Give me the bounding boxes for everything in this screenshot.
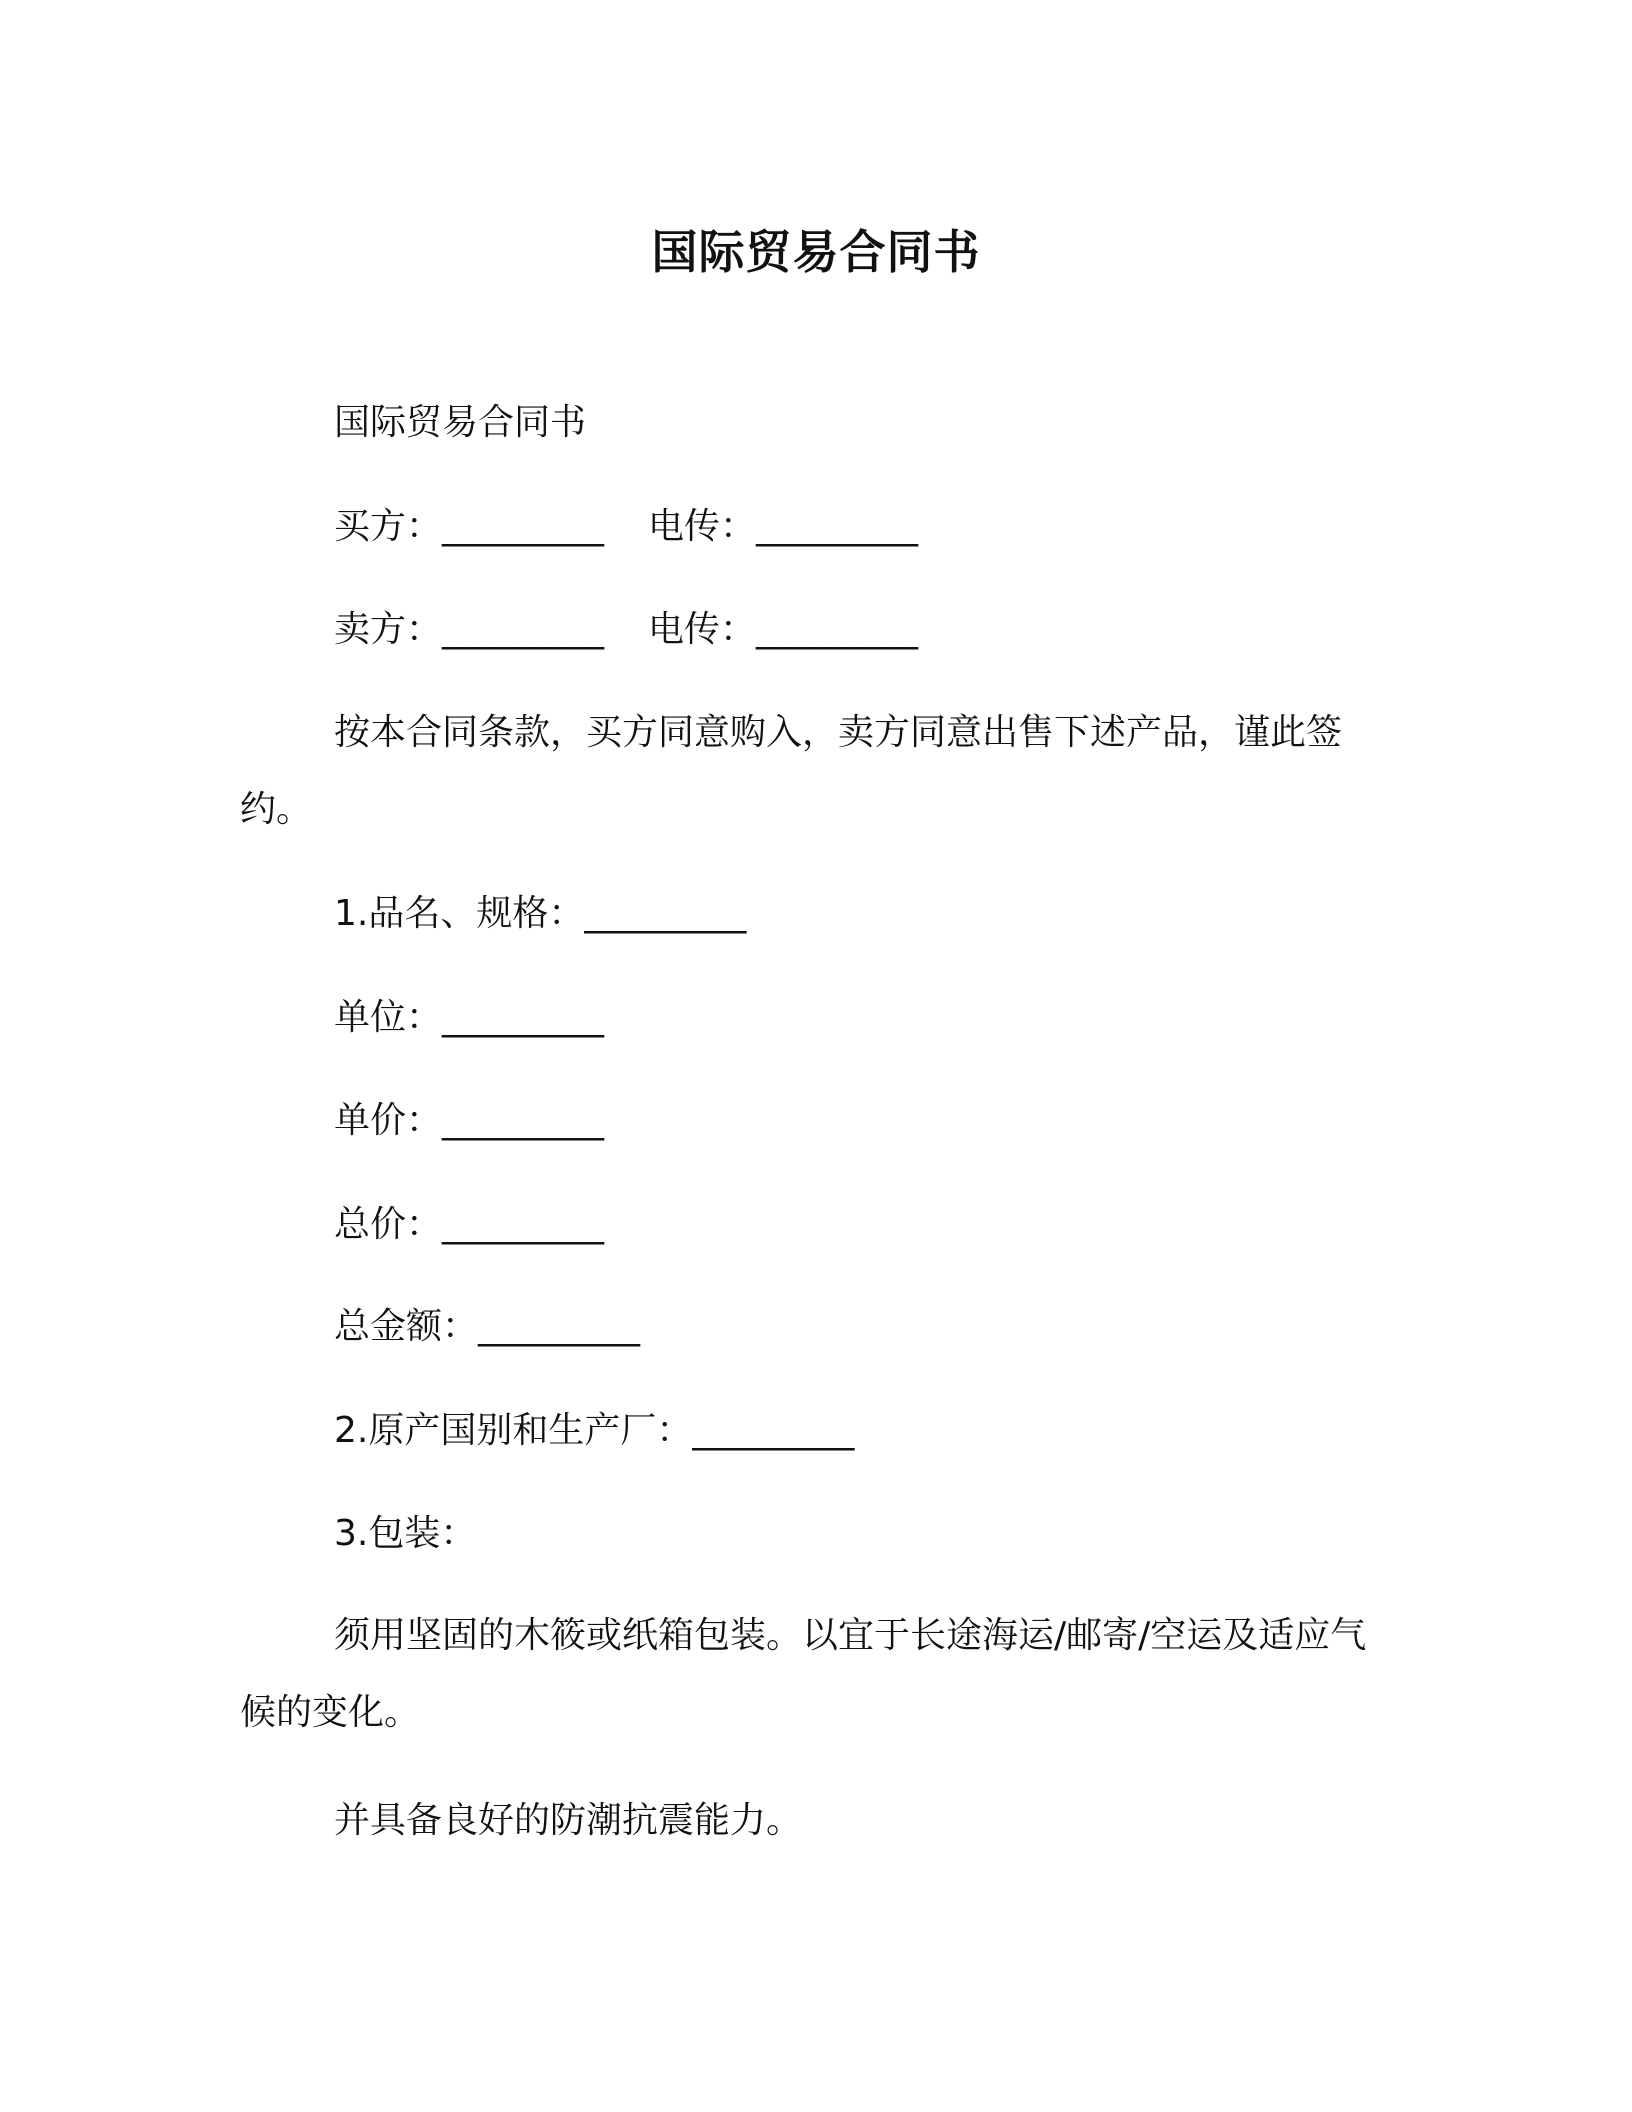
preamble-paragraph: 按本合同条款，买方同意购入，卖方同意出售下述产品，谨此签约。 xyxy=(240,712,1343,830)
total-amount-blank: _________ xyxy=(478,1306,641,1347)
unit-price-line xyxy=(334,1096,610,1146)
origin-blank: _________ xyxy=(692,1410,855,1451)
total-price-label: 总价： xyxy=(334,1204,443,1245)
seller-line xyxy=(334,605,924,655)
product-spec-line xyxy=(334,889,752,939)
product-spec-blank: _________ xyxy=(584,893,747,934)
document-subtitle: 国际贸易合同书 xyxy=(334,402,587,443)
seller-fax-blank: _________ xyxy=(756,609,919,650)
seller-label: 卖方： xyxy=(334,609,443,650)
origin-line xyxy=(334,1406,860,1456)
origin-label: 2.原产国别和生产厂： xyxy=(334,1410,693,1451)
unit-price-label: 单价： xyxy=(334,1100,443,1141)
total-amount-line xyxy=(334,1302,646,1352)
total-price-blank: _________ xyxy=(442,1204,605,1245)
product-spec-label: 1.品名、规格： xyxy=(334,893,585,934)
buyer-label: 买方： xyxy=(334,506,443,547)
buyer-line xyxy=(334,502,924,552)
buyer-fax-blank: _________ xyxy=(756,506,919,547)
seller-blank: _________ xyxy=(442,609,605,650)
unit-label: 单位： xyxy=(334,997,443,1038)
document-title: 国际贸易合同书 xyxy=(651,225,981,279)
seller-fax-label: 电传： xyxy=(648,609,757,650)
unit-blank: _________ xyxy=(442,997,605,1038)
buyer-blank: _________ xyxy=(442,506,605,547)
packing-heading: 3.包装： xyxy=(334,1513,477,1554)
unit-line xyxy=(334,993,610,1043)
total-price-line xyxy=(334,1200,610,1250)
packing-paragraph-1: 须用坚固的木筱或纸箱包装。以宜于长途海运/邮寄/空运及适应气候的变化。 xyxy=(240,1615,1367,1733)
buyer-fax-label: 电传： xyxy=(648,506,757,547)
packing-paragraph-2: 并具备良好的防潮抗震能力。 xyxy=(334,1800,803,1841)
unit-price-blank: _________ xyxy=(442,1100,605,1141)
total-amount-label: 总金额： xyxy=(334,1306,479,1347)
